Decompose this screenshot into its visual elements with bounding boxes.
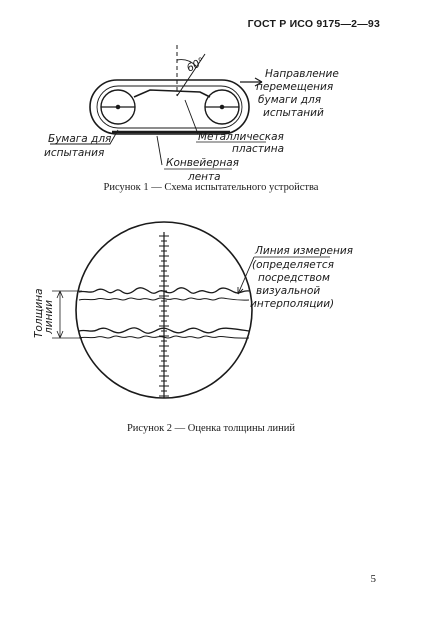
plate-label-1: Металлическая <box>198 131 284 143</box>
paper-label-1: Бумага для <box>48 133 112 145</box>
page-number: 5 <box>370 573 376 585</box>
direction-label-4: испытаний <box>263 107 324 119</box>
measure-label-3: посредством <box>258 272 330 284</box>
direction-label-1: Направление <box>265 68 339 80</box>
measure-label-4: визуальной <box>256 285 321 297</box>
plate-label-2: пластина <box>232 143 285 155</box>
document-header: ГОСТ Р ИСО 9175—2—93 <box>247 18 380 30</box>
belt-leader <box>157 136 162 165</box>
direction-label-3: бумаги для <box>258 94 322 106</box>
figure-2-caption: Рисунок 2 — Оценка толщины линий <box>126 423 296 434</box>
figure-1-caption: Рисунок 1 — Схема испытательного устройства <box>103 182 319 193</box>
measure-label-5: интерполяции) <box>250 298 335 310</box>
belt-label-2: лента <box>188 171 221 183</box>
angle-label: 60° <box>184 55 207 75</box>
thickness-label-1: Толщина <box>33 288 45 338</box>
measure-label-2: (определяется <box>252 259 334 271</box>
belt-label-1: Конвейерная <box>166 157 239 169</box>
metal-plate <box>134 90 210 97</box>
paper-label-2: испытания <box>44 147 105 159</box>
thickness-label-2: линии <box>43 299 55 334</box>
direction-label-2: перемещения <box>256 81 334 93</box>
measure-label-1: Линия измерения <box>255 245 353 257</box>
plate-leader <box>185 100 198 134</box>
